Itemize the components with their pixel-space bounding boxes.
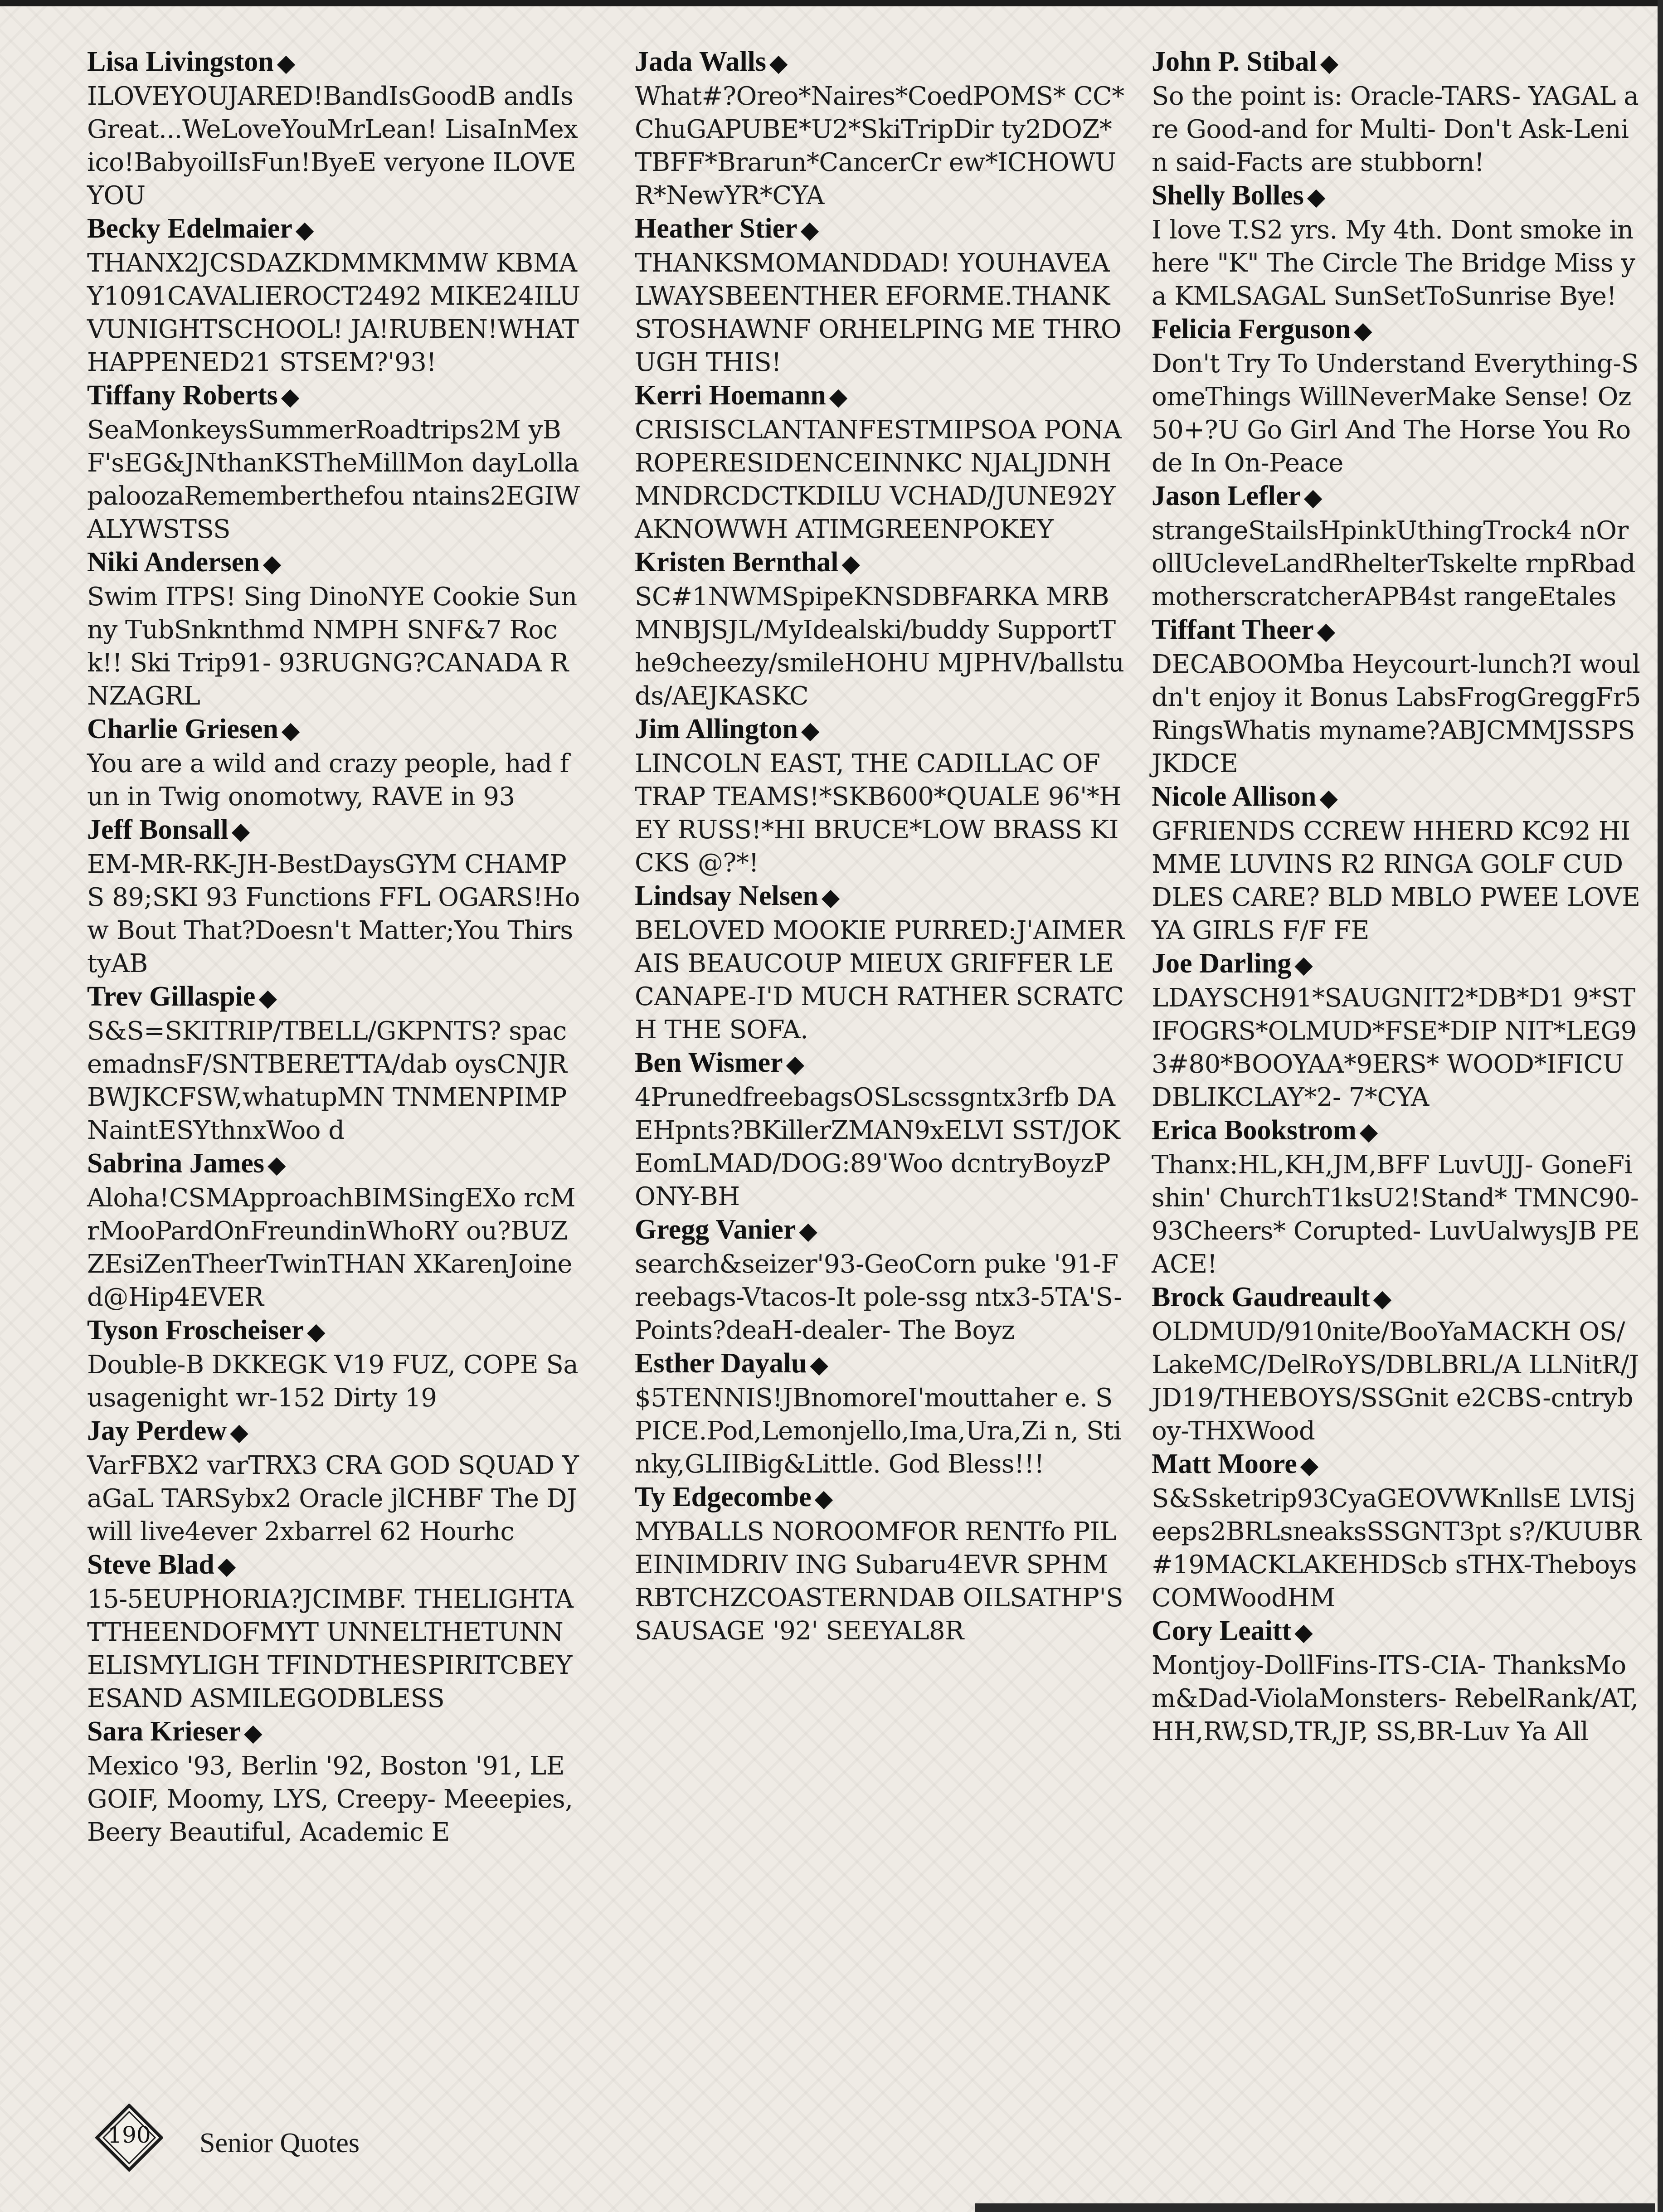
senior-name bbox=[635, 212, 1124, 247]
diamond-bullet-icon: ◆ bbox=[307, 1319, 325, 1344]
diamond-bullet-icon: ◆ bbox=[1354, 318, 1372, 343]
senior-quote-text: What#?Oreo*Naires*CoedPOMS* CC*ChuGAPUBE*U2*SkiTripDir ty2DOZ*TBFF*Brarun*CancerCr ew*ICHOWUR*NewYR*CYA bbox=[635, 82, 1124, 210]
senior-name-text: Tyson Froscheiser bbox=[87, 1315, 304, 1346]
senior-name bbox=[87, 713, 581, 747]
senior-quote-entry bbox=[1152, 179, 1641, 313]
senior-name-text: Becky Edelmaier bbox=[87, 213, 292, 244]
diamond-bullet-icon: ◆ bbox=[244, 1720, 262, 1745]
senior-name-text: Esther Dayalu bbox=[635, 1348, 807, 1379]
senior-name bbox=[1152, 613, 1641, 648]
diamond-bullet-icon: ◆ bbox=[1320, 785, 1337, 811]
senior-quote-text: I love T.S2 yrs. My 4th. Dont smoke in here "K" The Circle The Bridge Miss ya KMLSAGAL SunSetToSunrise Bye! bbox=[1152, 215, 1641, 311]
diamond-bullet-icon: ◆ bbox=[842, 551, 860, 576]
senior-name bbox=[87, 212, 581, 247]
senior-name bbox=[635, 546, 1124, 580]
senior-quote-text: Aloha!CSMApproachBIMSingEXo rcMrMooPardOnFreundinWhoRY ou?BUZZEsiZenTheerTwinTHAN XKarenJoined@Hip4EVER bbox=[87, 1183, 576, 1312]
senior-name-text: Matt Moore bbox=[1152, 1449, 1297, 1479]
senior-name bbox=[1152, 1114, 1641, 1148]
senior-quote-text: DECABOOMba Heycourt-lunch?I wouldn't enjoy it Bonus LabsFrogGreggFr5RingsWhatis myname?ABJCMMJSSPSJKDCE bbox=[1152, 650, 1641, 778]
senior-name bbox=[1152, 179, 1641, 214]
senior-quote-text: MYBALLS NOROOMFOR RENTfo PILEINIMDRIV ING Subaru4EVR SPHMRBTCHZCOASTERNDAB OILSATHP'SSAUSAGE '92' SEEYAL8R bbox=[635, 1517, 1123, 1646]
senior-quote-entry bbox=[87, 546, 581, 713]
senior-quote-entry bbox=[635, 379, 1124, 546]
quotes-column-1 bbox=[87, 45, 585, 1849]
senior-quote-text: THANX2JCSDAZKDMMKMMW KBMAY1091CAVALIEROCT2492 MIKE24ILUVUNIGHTSCHOOL! JA!RUBEN!WHATHAPPENED21 STSEM?'93! bbox=[87, 248, 580, 377]
quotes-column-3 bbox=[1152, 45, 1648, 1748]
senior-quote-text: Swim ITPS! Sing DinoNYE Cookie Sunny TubSnknthmd NMPH SNF&7 Rock!! Ski Trip91- 93RUGNG?CANADA RNZAGRL bbox=[87, 582, 577, 711]
senior-name bbox=[1152, 1448, 1641, 1482]
diamond-bullet-icon: ◆ bbox=[1360, 1119, 1378, 1144]
senior-quote-text: EM-MR-RK-JH-BestDaysGYM CHAMPS 89;SKI 93 Functions FFL OGARS!How Bout That?Doesn't Matter;You ThirstyAB bbox=[87, 850, 580, 978]
senior-quote-text: OLDMUD/910nite/BooYaMACKH OS/LakeMC/DelRoYS/DBLBRL/A LLNitR/JJD19/THEBOYS/SSGnit e2CBS-cntryboy-THXWood bbox=[1152, 1317, 1639, 1446]
senior-quote-text: LDAYSCH91*SAUGNIT2*DB*D1 9*STIFOGRS*OLMUD*FSE*DIP NIT*LEG93#80*BOOYAA*9ERS* WOOD*IFICUDBLIKCLAY*2- 7*CYA bbox=[1152, 983, 1637, 1112]
senior-quote-text: You are a wild and crazy people, had fun in Twig onomotwy, RAVE in 93 bbox=[87, 749, 569, 812]
senior-name-text: Ben Wismer bbox=[635, 1047, 783, 1078]
senior-quote-entry bbox=[635, 713, 1124, 880]
senior-name-text: Jason Lefler bbox=[1152, 481, 1301, 511]
senior-name bbox=[635, 45, 1124, 80]
diamond-bullet-icon: ◆ bbox=[1373, 1286, 1391, 1311]
senior-quote-entry bbox=[87, 1715, 581, 1849]
section-label: Senior Quotes bbox=[199, 2128, 360, 2159]
senior-quote-entry bbox=[87, 1147, 581, 1314]
senior-name bbox=[1152, 780, 1641, 815]
senior-name-text: Lindsay Nelsen bbox=[635, 880, 818, 911]
senior-name bbox=[1152, 313, 1641, 347]
senior-quote-text: VarFBX2 varTRX3 CRA GOD SQUAD YaGaL TARSybx2 Oracle jlCHBF The DJ will live4ever 2xbarrel 62 Hourhc bbox=[87, 1451, 585, 1546]
diamond-bullet-icon: ◆ bbox=[281, 384, 299, 409]
diamond-bullet-icon: ◆ bbox=[786, 1051, 804, 1077]
page-number-badge bbox=[95, 2104, 163, 2172]
senior-name bbox=[635, 880, 1124, 914]
senior-name bbox=[635, 379, 1124, 413]
senior-name-text: Heather Stier bbox=[635, 213, 797, 244]
diamond-bullet-icon: ◆ bbox=[1300, 1453, 1318, 1478]
senior-name-text: Jay Perdew bbox=[87, 1415, 227, 1446]
senior-name-text: Tiffant Theer bbox=[1152, 614, 1314, 645]
senior-quote-entry bbox=[87, 1314, 581, 1415]
senior-name-text: Trev Gillaspie bbox=[87, 981, 256, 1012]
senior-quote-entry bbox=[87, 1415, 585, 1548]
diamond-bullet-icon: ◆ bbox=[802, 718, 819, 743]
senior-quote-entry bbox=[1152, 480, 1641, 613]
senior-name bbox=[87, 1147, 581, 1181]
senior-name-text: Lisa Livingston bbox=[87, 46, 274, 77]
senior-name bbox=[87, 813, 581, 848]
senior-name-text: Kristen Bernthal bbox=[635, 547, 839, 578]
senior-quote-text: SeaMonkeysSummerRoadtrips2M yBF'sEG&JNthanKSTheMillMon dayLollapaloozaRememberthefou ntains2EGIWALYWSTSS bbox=[87, 415, 580, 544]
diamond-bullet-icon: ◆ bbox=[815, 1486, 833, 1511]
senior-quote-entry bbox=[635, 1481, 1124, 1648]
senior-quote-entry bbox=[1152, 1448, 1641, 1614]
senior-quote-entry bbox=[1152, 1281, 1641, 1448]
senior-quote-entry bbox=[1152, 947, 1641, 1114]
senior-quote-entry bbox=[87, 1548, 581, 1715]
senior-name-text: Sara Krieser bbox=[87, 1716, 241, 1747]
senior-name bbox=[1152, 947, 1641, 982]
senior-name-text: John P. Stibal bbox=[1152, 46, 1317, 77]
senior-name bbox=[635, 1046, 1124, 1081]
senior-name-text: Shelly Bolles bbox=[1152, 180, 1304, 211]
senior-name bbox=[1152, 1281, 1641, 1315]
senior-quote-entry bbox=[635, 212, 1124, 379]
senior-quote-text: So the point is: Oracle-TARS- YAGAL are Good-and for Multi- Don't Ask-Lenin said-Facts are stubborn! bbox=[1152, 82, 1639, 177]
senior-quote-text: $5TENNIS!JBnomoreI'mouttaher e. SPICE.Pod,Lemonjello,Ima,Ura,Zi n, Stinky,GLIIBig&Little. God Bless!!! bbox=[635, 1383, 1122, 1479]
diamond-bullet-icon: ◆ bbox=[230, 1420, 248, 1445]
senior-quote-entry bbox=[87, 379, 581, 546]
senior-quote-entry bbox=[1152, 313, 1641, 480]
senior-quote-text: SC#1NWMSpipeKNSDBFARKA MRBMNBJSJL/MyIdealski/buddy SupportThe9cheezy/smileHOHU MJPHV/ballstuds/AEJKASKC bbox=[635, 582, 1124, 711]
senior-quote-text: 4PrunedfreebagsOSLscssgntx3rfb DAEHpnts?BKillerZMAN9xELVI SST/JOKEomLMAD/DOG:89'Woo dcntryBoyzPONY-BH bbox=[635, 1083, 1120, 1211]
senior-quote-entry bbox=[87, 212, 581, 379]
senior-name bbox=[635, 1213, 1124, 1248]
senior-quote-entry bbox=[1152, 45, 1641, 179]
senior-name-text: Erica Bookstrom bbox=[1152, 1115, 1357, 1146]
senior-name-text: Niki Andersen bbox=[87, 547, 260, 578]
senior-name bbox=[87, 379, 581, 413]
senior-name-text: Brock Gaudreault bbox=[1152, 1282, 1370, 1313]
senior-quote-entry bbox=[635, 546, 1124, 713]
senior-quote-entry bbox=[635, 1213, 1124, 1347]
senior-quote-entry bbox=[635, 880, 1124, 1046]
page-number: 190 bbox=[107, 2122, 151, 2148]
senior-name-text: Charlie Griesen bbox=[87, 714, 278, 744]
diamond-bullet-icon: ◆ bbox=[799, 1218, 817, 1244]
senior-quote-entry bbox=[635, 1347, 1124, 1481]
senior-quote-entry bbox=[87, 813, 581, 980]
senior-quote-text: S&S=SKITRIP/TBELL/GKPNTS? spacemadnsF/SNTBERETTA/dab oysCNJRBWJKCFSW,whatupMN TNMENPIMPNaintESYthnxWoo d bbox=[87, 1016, 567, 1145]
senior-name bbox=[87, 1314, 581, 1348]
senior-name bbox=[635, 1347, 1124, 1381]
senior-quote-text: 15-5EUPHORIA?JCIMBF. THELIGHTATTHEENDOFMYT UNNELTHETUNNELISMYLIGH TFINDTHESPIRITCBEYESAND ASMILEGODBLESS bbox=[87, 1585, 574, 1713]
senior-name bbox=[87, 546, 581, 580]
quotes-column-2 bbox=[635, 45, 1124, 1648]
senior-quote-text: LINCOLN EAST, THE CADILLAC OF TRAP TEAMS!*SKB600*QUALE 96'*HEY RUSS!*HI BRUCE*LOW BRASS KICKS @?*! bbox=[635, 749, 1121, 878]
senior-name-text: Ty Edgecombe bbox=[635, 1482, 812, 1512]
diamond-bullet-icon: ◆ bbox=[232, 818, 250, 844]
senior-name-text: Jim Allington bbox=[635, 714, 798, 744]
senior-name-text: Joe Darling bbox=[1152, 948, 1292, 979]
diamond-bullet-icon: ◆ bbox=[282, 718, 300, 743]
senior-quote-text: search&seizer'93-GeoCorn puke '91-Freebags-Vtacos-It pole-ssg ntx3-5TA'S-Points?deaH-dealer- The Boyz bbox=[635, 1249, 1122, 1345]
senior-quote-text: strangeStailsHpinkUthingTrock4 nOrollUcleveLandRhelterTskelte rnpRbadmotherscratcherAPB4st rangeEtales bbox=[1152, 516, 1635, 612]
diamond-bullet-icon: ◆ bbox=[770, 50, 788, 76]
senior-quote-text: Montjoy-DollFins-ITS-CIA- ThanksMom&Dad-ViolaMonsters- RebelRank/AT,HH,RW,SD,TR,JP, SS,BR-Luv Ya All bbox=[1152, 1651, 1639, 1746]
senior-quote-text: Double-B DKKEGK V19 FUZ, COPE Sausagenight wr-152 Dirty 19 bbox=[87, 1350, 579, 1413]
senior-name bbox=[87, 1415, 581, 1449]
senior-name bbox=[87, 1715, 581, 1750]
diamond-bullet-icon: ◆ bbox=[822, 885, 840, 910]
senior-quote-entry bbox=[87, 980, 581, 1147]
senior-name-text: Kerri Hoemann bbox=[635, 380, 826, 411]
diamond-bullet-icon: ◆ bbox=[1307, 184, 1325, 209]
diamond-bullet-icon: ◆ bbox=[1317, 618, 1335, 644]
senior-quote-text: Mexico '93, Berlin '92, Boston '91, LEGOIF, Moomy, LYS, Creepy- Meeepies, Beery Beautiful, Academic E bbox=[87, 1751, 581, 1847]
senior-name bbox=[1152, 480, 1641, 514]
senior-name bbox=[1152, 45, 1641, 80]
senior-name-text: Gregg Vanier bbox=[635, 1214, 796, 1245]
senior-name-text: Jada Walls bbox=[635, 46, 767, 77]
senior-quote-entry bbox=[635, 1046, 1124, 1213]
top-edge-bar bbox=[0, 0, 1663, 6]
senior-quote-text: THANKSMOMANDDAD! YOUHAVEALWAYSBEENTHER EFORME.THANKSTOSHAWNF ORHELPING ME THROUGH THIS! bbox=[635, 248, 1122, 377]
diamond-bullet-icon: ◆ bbox=[829, 384, 847, 409]
senior-name bbox=[635, 713, 1124, 747]
senior-quote-entry bbox=[1152, 780, 1648, 947]
senior-name-text: Nicole Allison bbox=[1152, 781, 1317, 812]
senior-quote-text: BELOVED MOOKIE PURRED:J'AIMERAIS BEAUCOUP MIEUX GRIFFER LE CANAPE-I'D MUCH RATHER SCRATCH THE SOFA. bbox=[635, 916, 1124, 1045]
diamond-bullet-icon: ◆ bbox=[1320, 50, 1338, 76]
diamond-bullet-icon: ◆ bbox=[296, 217, 314, 243]
senior-name bbox=[1152, 1614, 1641, 1649]
senior-quote-entry bbox=[1152, 1114, 1647, 1281]
senior-name-text: Steve Blad bbox=[87, 1549, 214, 1580]
senior-quote-text: ILOVEYOUJARED!BandIsGoodB andIsGreat...WeLoveYouMrLean! LisaInMexico!BabyoilIsFun!ByeE veryone ILOVEYOU bbox=[87, 82, 578, 210]
senior-quote-text: GFRIENDS CCREW HHERD KC92 HIMME LUVINS R2 RINGA GOLF CUDDLES CARE? BLD MBLO PWEE LOVE YA GIRLS F/F FE bbox=[1152, 817, 1648, 945]
senior-quote-text: Don't Try To Understand Everything-SomeThings WillNeverMake Sense! Oz50+?U Go Girl And The Horse You Rode In On-Peace bbox=[1152, 349, 1639, 478]
diamond-bullet-icon: ◆ bbox=[267, 1152, 286, 1177]
senior-quote-text: CRISISCLANTANFESTMIPSOA PONAROPERESIDENCEINNKC NJALJDNHMNDRCDCTKDILU VCHAD/JUNE92YAKNOWWH ATIMGREENPOKEY bbox=[635, 415, 1122, 544]
bottom-edge-bar bbox=[975, 2203, 1655, 2212]
senior-name-text: Felicia Ferguson bbox=[1152, 314, 1351, 345]
senior-name bbox=[87, 1548, 581, 1583]
senior-name-text: Tiffany Roberts bbox=[87, 380, 278, 411]
senior-name-text: Jeff Bonsall bbox=[87, 814, 229, 845]
senior-quote-entry bbox=[87, 713, 581, 813]
diamond-bullet-icon: ◆ bbox=[1295, 952, 1313, 977]
page-footer bbox=[95, 2104, 413, 2172]
senior-name bbox=[87, 45, 581, 80]
diamond-bullet-icon: ◆ bbox=[810, 1352, 828, 1377]
diamond-bullet-icon: ◆ bbox=[1304, 485, 1322, 510]
senior-quote-text: S&Ssketrip93CyaGEOVWKnllsE LVISjeeps2BRLsneaksSSGNT3pt s?/KUUBR#19MACKLAKEHDScb sTHX-TheboysCOMWoodHM bbox=[1152, 1484, 1641, 1613]
senior-quote-entry bbox=[1152, 613, 1641, 780]
right-edge-bar bbox=[1658, 0, 1663, 2212]
diamond-bullet-icon: ◆ bbox=[1295, 1619, 1313, 1645]
diamond-bullet-icon: ◆ bbox=[218, 1553, 236, 1579]
senior-name-text: Cory Leaitt bbox=[1152, 1615, 1292, 1646]
senior-quote-entry bbox=[87, 45, 581, 212]
senior-name-text: Sabrina James bbox=[87, 1148, 264, 1179]
senior-quote-entry bbox=[635, 45, 1124, 212]
senior-name bbox=[87, 980, 581, 1015]
senior-name bbox=[635, 1481, 1124, 1515]
diamond-bullet-icon: ◆ bbox=[801, 217, 819, 243]
diamond-bullet-icon: ◆ bbox=[263, 551, 281, 576]
diamond-bullet-icon: ◆ bbox=[259, 985, 277, 1011]
senior-quote-entry bbox=[1152, 1614, 1641, 1748]
senior-quote-text: Thanx:HL,KH,JM,BFF LuvUJJ- GoneFishin' ChurchT1ksU2!Stand* TMNC90- 93Cheers* Corupted- LuvUalwysJB PEACE! bbox=[1152, 1150, 1647, 1279]
diamond-bullet-icon: ◆ bbox=[277, 50, 295, 76]
